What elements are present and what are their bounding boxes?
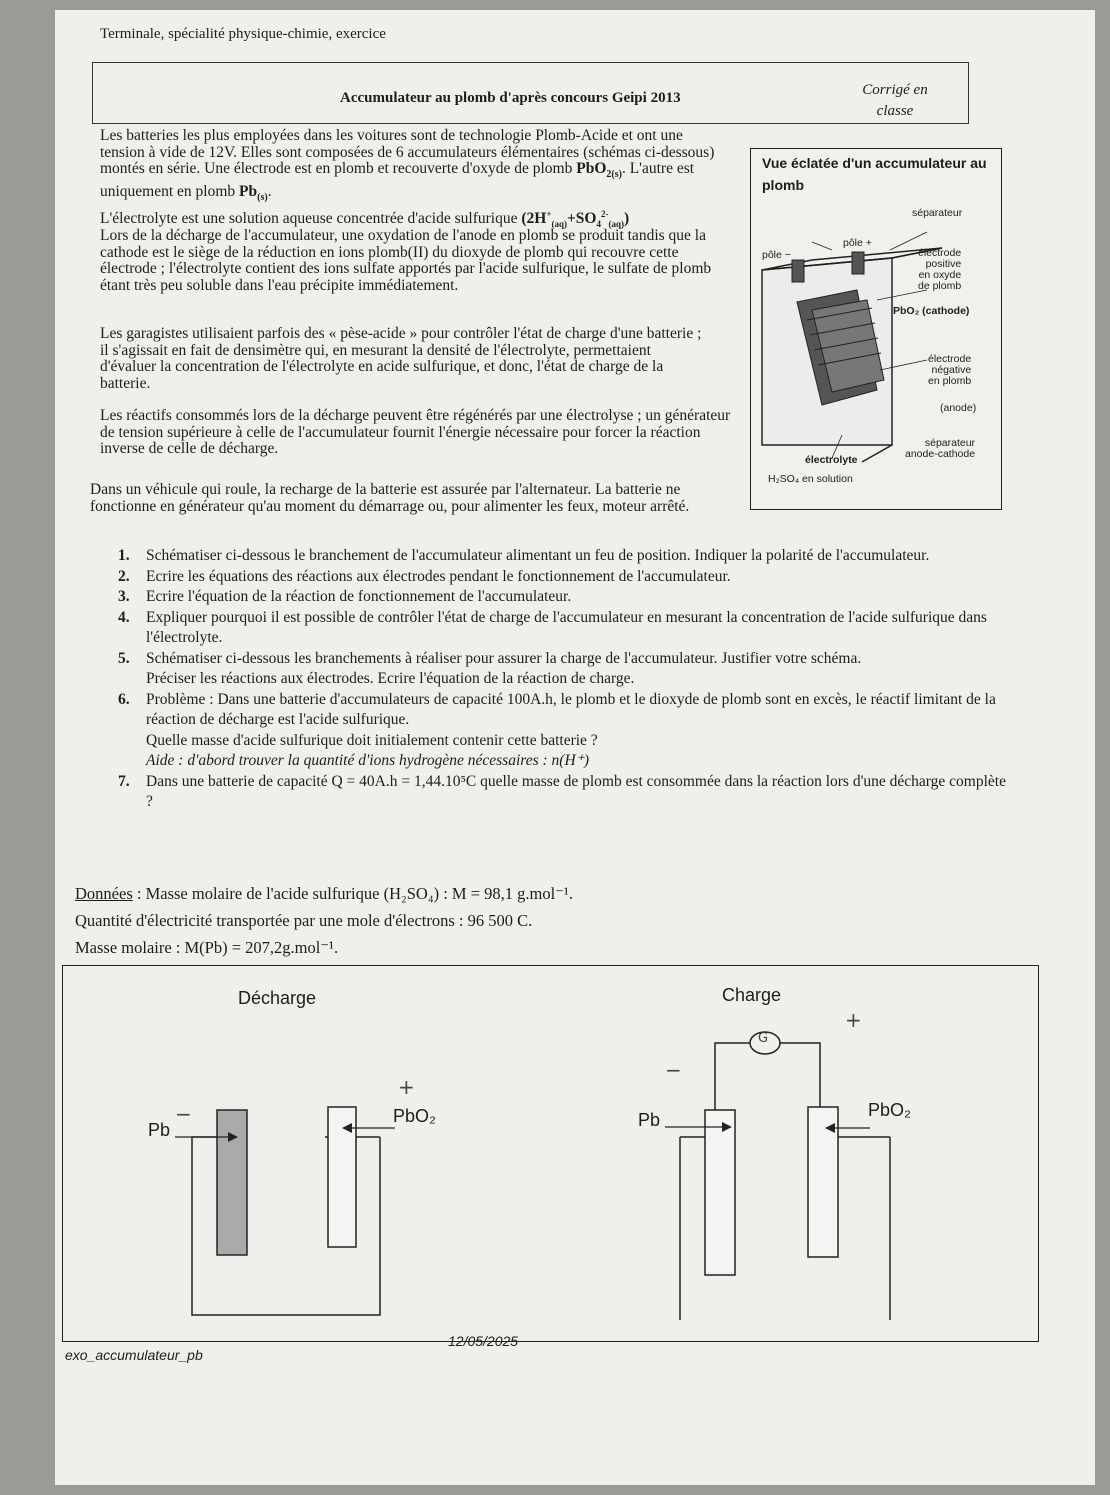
decharge-plus-mark: + [398,1075,415,1099]
charge-minus-mark: − [665,1058,682,1082]
generator-symbol: G [758,1031,769,1046]
negative-terminal [792,260,804,282]
charge-pb-label: Pb [638,1110,661,1130]
page-header: Terminale, spécialité physique-chimie, exercice [100,26,386,42]
decharge-minus-mark: − [175,1102,192,1126]
label-h2so4: H₂SO₄ en solution [768,473,853,485]
question-3: 3. Ecrire l'équation de la réaction de fonctionnement de l'accumulateur. [118,588,572,605]
footer-filename: exo_accumulateur_pb [65,1347,203,1363]
intro-paragraph-3: Les garagistes utilisaient parfois des « pèse-acide » pour contrôler l'état de charge d'une batterie ; il s'agissait en fait de densimètre qui, en mesurant la densité de l'électrolyte, permettaient d'évaluer la concentration de l'électrolyte en acide sulfurique, et donc, l'état de charge de la batterie. [100,325,702,392]
label-separateur-bottom: séparateur anode-cathode [905,437,976,460]
label-pbo2-cathode: PbO₂ (cathode) [893,305,970,317]
intro-paragraph-1: Les batteries les plus employées dans les voitures sont de technologie Plomb-Acide et ont une tension à vide de 12V. Elles sont composées de 6 accumulateurs élémentaires (schémas ci-dessous) montés en série. Une électrode est en plomb et recouverte d'oxyde de plomb PbO$_{2(s)}$. L'autre est uniquement en plomb $Pb_{(s)}$. L'électrolyte est une solution aqueuse concentrée d'acide sulfurique $(2H^+_{(aq)}+SO_4^{2-}_{(aq)})$ [100,127,715,230]
label-electrolyte: électrolyte [805,454,858,466]
intro-paragraph-5: Dans un véhicule qui roule, la recharge de la batterie est assurée par l'alternateur. La batterie ne fonctionne en générateur qu'au moment du démarrage ou, pour alimenter les feux, moteur arrêté. [90,481,690,515]
charge-plus-mark: + [845,1008,862,1032]
label-electrode-positive: électrode positive en oxyde de plomb [918,247,962,292]
question-6: 6. Problème : Dans une batterie d'accumulateurs de capacité 100A.h, le plomb et le dioxyde de plomb sont en excès, le réactif limitant de la réaction de décharge est l'acide sulfurique. Quelle masse d'acide sulfurique doit initialement contenir cette batterie ? Aide : d'abord trouver la quantité d'ions hydrogène nécessaires : n(H⁺) [118,690,996,769]
charge-pb-electrode [705,1110,735,1275]
exercise-title: Accumulateur au plomb d'après concours Geipi 2013 [340,90,681,106]
decharge-pb-label: Pb [148,1120,171,1140]
question-7: 7. Dans une batterie de capacité Q = 40A.h = 1,44.10⁵C quelle masse de plomb est consommée dans la réaction lors d'une décharge complète ? [118,772,1006,810]
decharge-pbo2-label: PbO₂ [393,1106,437,1126]
label-decharge: Décharge [238,988,317,1008]
footer-date: 12/05/2025 [448,1333,519,1349]
label-separateur-top: séparateur [912,207,963,219]
corrige-note: Corrigé en classe [862,82,928,119]
cells-diagram [140,1010,1040,1320]
label-pole-plus: pôle + [843,237,872,249]
decharge-pb-electrode [217,1110,247,1255]
label-electrode-negative: électrode négative en plomb [928,353,972,387]
label-charge: Charge [722,985,782,1005]
question-5: 5. Schématiser ci-dessous les branchements à réaliser pour assurer la charge de l'accumulateur. Justifier votre schéma. Préciser les réactions aux électrodes. Ecrire l'équation de la réaction de charge. [118,649,862,687]
donnees-block: Données : Masse molaire de l'acide sulfurique (H₂SO₄) : M = 98,1 g.mol⁻¹. Quantité d'électricité transportée par une mole d'électrons : 96 500 C. Masse molaire : M(Pb) = 207,2g.mol⁻¹. [75,884,573,957]
positive-terminal [852,252,864,274]
question-2: 2. Ecrire les équations des réactions aux électrodes pendant le fonctionnement de l'accumulateur. [118,567,731,585]
question-1: 1. Schématiser ci-dessous le branchement de l'accumulateur alimentant un feu de position. Indiquer la polarité de l'accumulateur. [118,547,930,564]
intro-paragraph-2: Lors de la décharge de l'accumulateur, une oxydation de l'anode en plomb se produit tandis que la cathode est le siège de la réduction en ions plomb(II) du dioxyde de plomb qui recouvre cette électrode ; l'électrolyte contient des ions sulfate apportés par l'acide sulfurique, le sulfate de plomb étant très peu soluble dans l'eau précipite immédiatement. [100,227,712,294]
questions-list [118,546,1013,813]
label-pole-minus: pôle − [762,249,791,261]
question-4: 4. Expliquer pourquoi il est possible de contrôler l'état de charge de l'accumulateur en mesurant la concentration de l'acide sulfurique dans l'électrolyte. [118,608,987,646]
charge-pbo2-label: PbO₂ [868,1100,912,1120]
label-anode: (anode) [940,402,977,414]
intro-paragraph-4: Les réactifs consommés lors de la décharge peuvent être régénérés par une électrolyse ; un générateur de tension supérieure à celle de l'accumulateur fournit l'énergie nécessaire pour forcer la réaction inverse de celle de décharge. [100,407,731,457]
exploded-view-title: Vue éclatée d'un accumulateur au plomb [762,155,987,193]
